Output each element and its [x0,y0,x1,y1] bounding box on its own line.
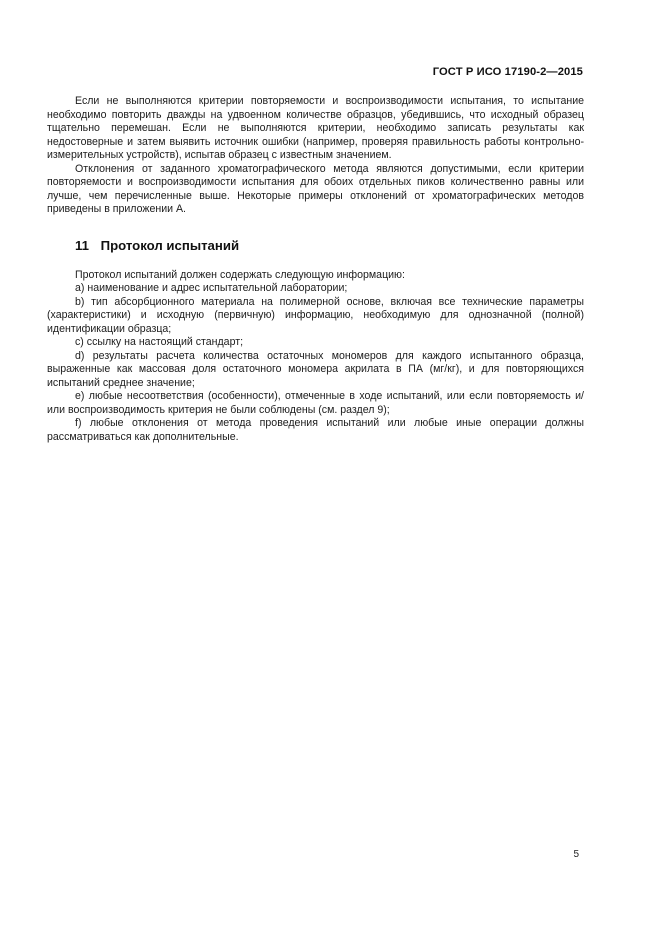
document-code: ГОСТ Р ИСО 17190-2—2015 [432,66,583,78]
section-number: 11 [75,237,89,253]
list-item-d: d) результаты расчета количества остаточных мономеров для каждого испытанного образца, выраженные как массовая доля остаточного мономера акрилата в ПА (мг/кг), и для повторяющихся испытаний среднее значение; [47,349,584,389]
paragraph-deviations: Отклонения от заданного хроматографического метода являются допустимыми, если критерии повторяемости и воспроизводимости испытания для обоих отдельных пиков количественно равны или лучше, чем перечисленные выше. Некоторые примеры отклонений от хроматографических методов приведены в приложении А. [47,162,584,215]
page-number: 5 [573,849,579,860]
report-intro: Протокол испытаний должен содержать следующую информацию: [75,268,405,281]
list-item-e: e) любые несоответствия (особенности), отмеченные в ходе испытаний, или если повторяемость и/или воспроизводимость критерия не были соблюдены (см. раздел 9); [47,390,584,416]
list-item-c: c) ссылку на настоящий стандарт; [75,336,244,348]
section-heading [75,238,584,253]
list-item-f: f) любые отклонения от метода проведения испытаний или любые иные операции должны рассматриваться как дополнительные. [47,417,584,443]
paragraph-repeat-criteria: Если не выполняются критерии повторяемости и воспроизводимости испытания, то испытание необходимо повторить дважды на удвоенном количестве образцов, убедившись, что исходный образец тщательно перемешан. Если не выполняются критерии, необходимо записать результаты как недостоверные и затем выявить источник ошибки (например, проверяя правильность работы контрольно-измерительных устройств), испытав образец с известным значением. [47,95,584,161]
section-title-text: Протокол испытаний [100,237,240,253]
page-content [47,95,584,444]
list-item-b: b) тип абсорбционного материала на полимерной основе, включая все технические параметры (характеристики) и исходную (первичную) информацию, необходимую для однозначной (полной) идентификации образца; [47,295,584,335]
list-item-a: а) наименование и адрес испытательной лаборатории; [75,282,348,294]
